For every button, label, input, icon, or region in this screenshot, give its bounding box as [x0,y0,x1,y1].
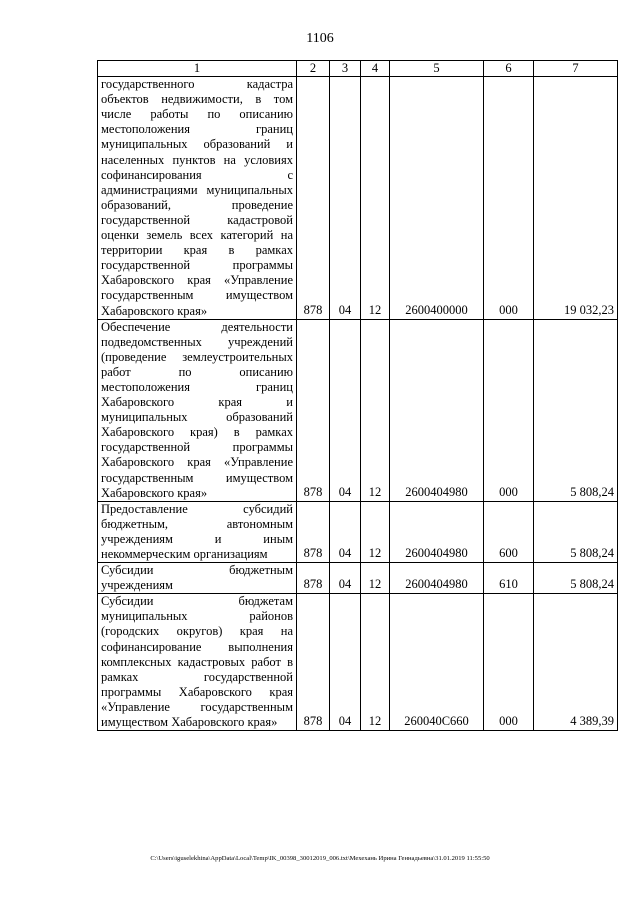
row-subsection-code: 12 [361,563,390,594]
file-path-footer: C:\Users\iguselekhina\AppData\Local\Temp\IK_00398_30012019_006.txt\Мехехань Ирина Геннадьевна\31.01.2019 11:55:50 [150,855,490,862]
row-target-article: 2600400000 [390,77,484,320]
row-expense-type: 000 [484,77,534,320]
row-target-article: 2600404980 [390,563,484,594]
header-col-2: 2 [297,61,330,77]
row-section-code: 04 [330,319,361,501]
table-row [98,563,618,594]
row-description: Субсидии бюджетным учреждениям [98,563,297,594]
row-amount: 5 808,24 [534,563,618,594]
row-description: государственного кадастра объектов недвижимости, в том числе работы по описанию местоположения границ муниципальных образований и населенных пунктов на условиях софинансирования с администрациями муниципальных образований, проведение государственной кадастровой оценки земель всех категорий на территории края в рамках государственной программы Хабаровского края «Управление государственным имуществом Хабаровского края» [98,77,297,320]
row-ministry-code: 878 [297,319,330,501]
header-col-7: 7 [534,61,618,77]
row-target-article: 2600404980 [390,319,484,501]
row-expense-type: 000 [484,594,534,731]
row-section-code: 04 [330,563,361,594]
table-row [98,501,618,562]
table-row [98,77,618,320]
row-ministry-code: 878 [297,77,330,320]
row-description: Обеспечение деятельности подведомственных учреждений (проведение землеустроительных работ по описанию местоположения границ Хабаровского края и муниципальных образований Хабаровского края) в рамках государственной программы Хабаровского края «Управление государственным имуществом Хабаровского края» [98,319,297,501]
row-expense-type: 600 [484,501,534,562]
row-section-code: 04 [330,594,361,731]
row-ministry-code: 878 [297,594,330,731]
row-amount: 4 389,39 [534,594,618,731]
row-description: Предоставление субсидий бюджетным, автономным учреждениям и иным некоммерческим организациям [98,501,297,562]
row-expense-type: 000 [484,319,534,501]
header-col-6: 6 [484,61,534,77]
row-amount: 5 808,24 [534,501,618,562]
header-col-1: 1 [98,61,297,77]
row-amount: 19 032,23 [534,77,618,320]
row-amount: 5 808,24 [534,319,618,501]
row-subsection-code: 12 [361,594,390,731]
page-number: 1106 [306,31,334,46]
row-ministry-code: 878 [297,563,330,594]
row-target-article: 2600404980 [390,501,484,562]
row-subsection-code: 12 [361,77,390,320]
row-expense-type: 610 [484,563,534,594]
row-ministry-code: 878 [297,501,330,562]
budget-table [97,60,618,731]
row-subsection-code: 12 [361,319,390,501]
table-row [98,594,618,731]
row-target-article: 260040С660 [390,594,484,731]
header-col-5: 5 [390,61,484,77]
row-section-code: 04 [330,501,361,562]
header-row [98,61,618,77]
row-description: Субсидии бюджетам муниципальных районов (городских округов) края на софинансирование выполнения комплексных кадастровых работ в рамках государственной программы Хабаровского края «Управление государственным имуществом Хабаровского края» [98,594,297,731]
table-row [98,319,618,501]
row-section-code: 04 [330,77,361,320]
row-subsection-code: 12 [361,501,390,562]
header-col-3: 3 [330,61,361,77]
header-col-4: 4 [361,61,390,77]
